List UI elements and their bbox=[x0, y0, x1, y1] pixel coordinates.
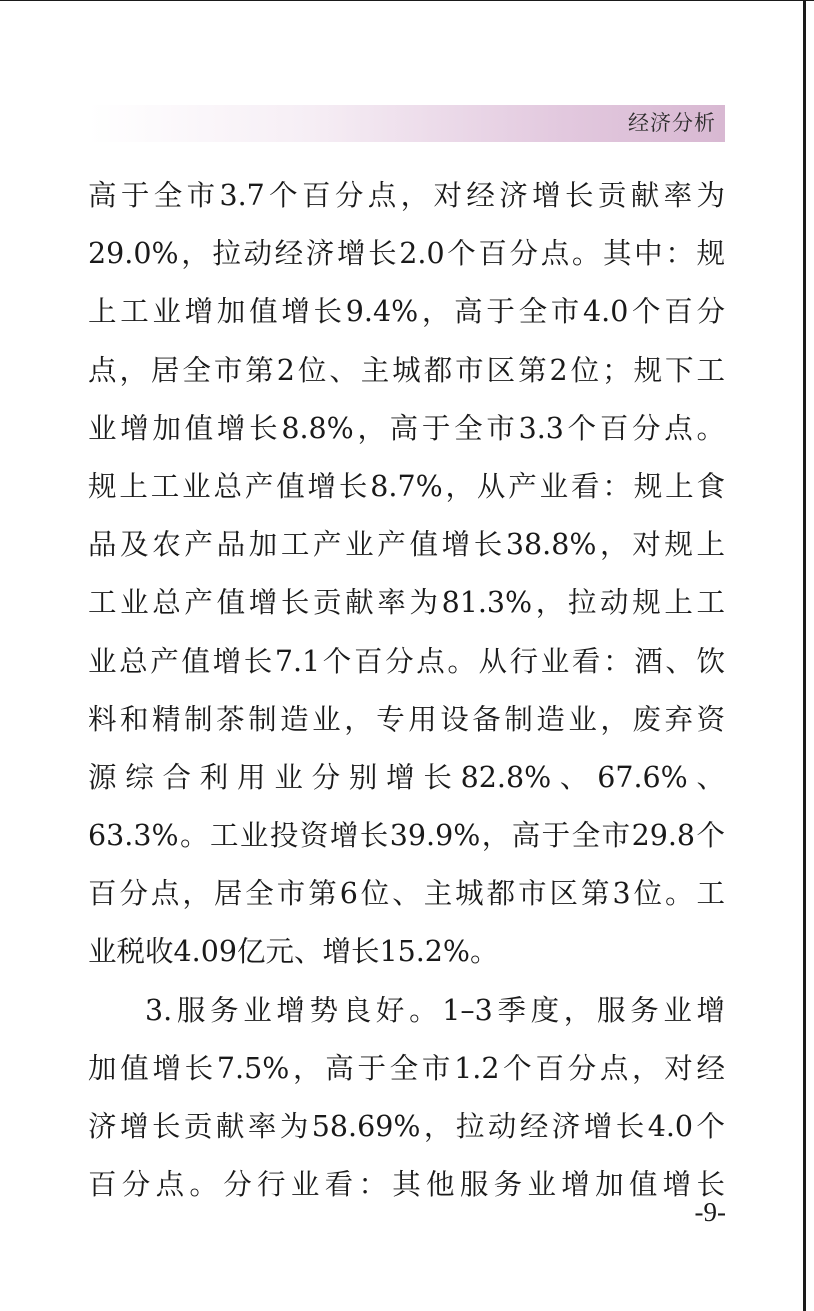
text-line: 品及农产品加工产业产值增长38.8%，对规上 bbox=[88, 528, 725, 562]
text-line: 源综合利用业分别增长82.8%、67.6%、 bbox=[88, 760, 725, 794]
page-border-right bbox=[803, 0, 806, 1311]
text-line: 料和精制茶制造业，专用设备制造业，废弃资 bbox=[88, 702, 725, 736]
text-line: 点，居全市第2位、主城都市区第2位；规下工 bbox=[88, 353, 725, 387]
body-text bbox=[88, 167, 725, 1214]
text-line: 业增加值增长8.8%，高于全市3.3个百分点。 bbox=[88, 411, 725, 445]
text-line: 业税收4.09亿元、增长15.2%。 bbox=[88, 935, 499, 969]
text-line: 29.0%，拉动经济增长2.0个百分点。其中：规 bbox=[88, 237, 725, 271]
section-label: 经济分析 bbox=[628, 111, 716, 135]
text-line: 工业总产值增长贡献率为81.3%，拉动规上工 bbox=[88, 586, 725, 620]
text-line: 业总产值增长7.1个百分点。从行业看：酒、饮 bbox=[88, 644, 725, 678]
text-line: 高于全市3.7个百分点，对经济增长贡献率为 bbox=[88, 179, 725, 212]
text-line: 规上工业总产值增长8.7%，从产业看：规上食 bbox=[88, 469, 725, 503]
text-line: 加值增长7.5%，高于全市1.2个百分点，对经 bbox=[88, 1051, 725, 1085]
page-border-top bbox=[0, 0, 814, 1]
page-number: -9- bbox=[694, 1197, 726, 1227]
text-line: 百分点。分行业看：其他服务业增加值增长 bbox=[88, 1168, 725, 1202]
text-line: 百分点，居全市第6位、主城都市区第3位。工 bbox=[88, 877, 725, 911]
text-line: 上工业增加值增长9.4%，高于全市4.0个百分 bbox=[88, 295, 725, 329]
text-line: 济增长贡献率为58.69%，拉动经济增长4.0个 bbox=[88, 1110, 725, 1143]
text-line: 63.3%。工业投资增长39.9%，高于全市29.8个 bbox=[88, 819, 725, 853]
text-line: 3.服务业增势良好。1–3季度，服务业增 bbox=[145, 993, 725, 1027]
